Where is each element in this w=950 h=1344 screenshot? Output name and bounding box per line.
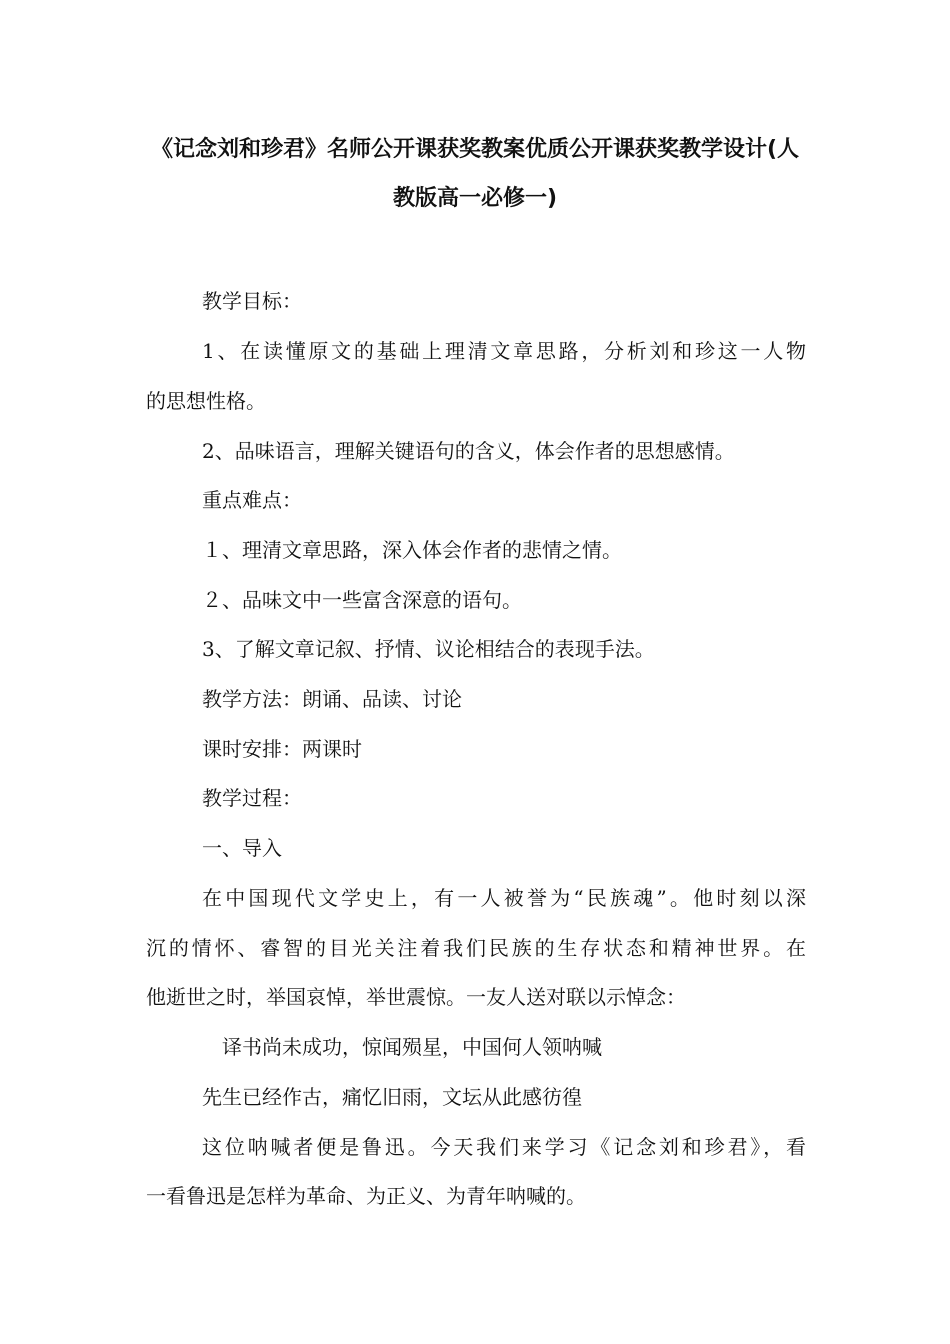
document-title-line-1: 《记念刘和珍君》名师公开课获奖教案优质公开课获奖教学设计(人	[150, 137, 800, 162]
keypoint-2: ２、品味文中一些富含深意的语句。	[202, 588, 522, 612]
lesson-schedule: 课时安排：两课时	[202, 737, 362, 761]
goal-1-line-1: 1、在读懂原文的基础上理清文章思路，分析刘和珍这一人物	[202, 339, 806, 363]
closing-line-1: 这位呐喊者便是鲁迅。今天我们来学习《记念刘和珍君》，看	[202, 1135, 806, 1159]
goal-1-line-2: 的思想性格。	[146, 389, 266, 413]
couplet-line-1: 译书尚未成功，惊闻殒星，中国何人领呐喊	[222, 1035, 602, 1059]
goal-2: 2、品味语言，理解关键语句的含义，体会作者的思想感情。	[202, 439, 735, 463]
closing-line-2: 一看鲁迅是怎样为革命、为正义、为青年呐喊的。	[146, 1184, 586, 1208]
section-1-heading: 一、导入	[202, 836, 282, 860]
document-title-line-2: 教版高一必修一)	[392, 186, 558, 211]
couplet-line-2: 先生已经作古，痛忆旧雨，文坛从此感彷徨	[202, 1085, 582, 1109]
intro-line-2: 沉的情怀、睿智的目光关注着我们民族的生存状态和精神世界。在	[146, 936, 806, 960]
teaching-methods: 教学方法：朗诵、品读、讨论	[202, 687, 462, 711]
goals-heading: 教学目标：	[202, 289, 302, 313]
process-heading: 教学过程：	[202, 786, 302, 810]
keypoint-3: 3、了解文章记叙、抒情、议论相结合的表现手法。	[202, 637, 655, 661]
intro-line-3: 他逝世之时，举国哀悼，举世震惊。一友人送对联以示悼念：	[146, 985, 686, 1009]
intro-line-1: 在中国现代文学史上，有一人被誉为“民族魂”。他时刻以深	[202, 886, 806, 910]
keypoints-heading: 重点难点：	[202, 488, 302, 512]
keypoint-1: １、理清文章思路，深入体会作者的悲情之情。	[202, 538, 622, 562]
